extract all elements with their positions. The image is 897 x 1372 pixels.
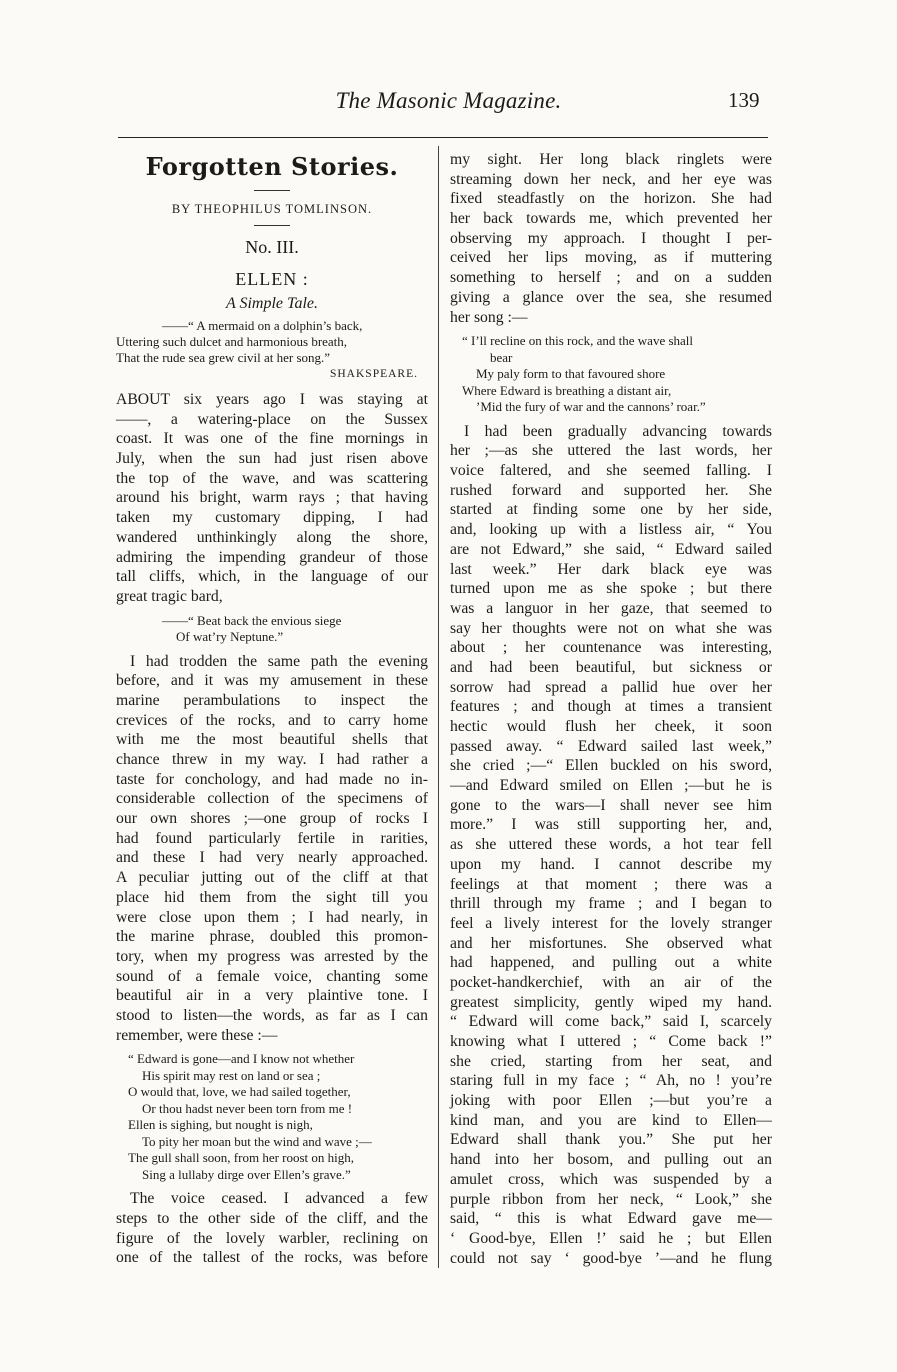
text-line: said, “ this is what Edward gave me—	[450, 1210, 772, 1228]
text-line: could not say ‘ good-bye ’—and he flung	[450, 1249, 772, 1267]
text-line: last week.” Her dark black eye was	[450, 560, 772, 578]
text-line: more.” I was still supporting her, and,	[450, 816, 772, 834]
text-line: feelings at that moment ; there was a	[450, 875, 772, 893]
text-line: upon my hand. I cannot describe my	[450, 855, 772, 873]
text-line: hectic would flush her cheek, it soon	[450, 718, 772, 735]
column-divider	[438, 146, 439, 1268]
text-line: ——, a watering-place on the Sussex	[116, 410, 428, 428]
epigraph-line: Uttering such dulcet and harmonious breath,	[116, 334, 348, 349]
song-recline	[450, 333, 772, 416]
paragraph-voice-ceased	[116, 1189, 428, 1268]
text-line: hand into her bosom, and pulling out an	[450, 1151, 772, 1169]
text-line: place hid them from the sight till you	[116, 888, 428, 906]
text-line: her back towards me, which prevented her	[450, 210, 772, 228]
text-line: my sight. Her long black ringlets were	[450, 151, 772, 168]
text-line: had found particularly fertile in rarities,	[116, 829, 428, 847]
verse-line: Sing a lullaby dirge over Ellen’s grave.”	[142, 1166, 351, 1182]
text-line: feel a lively interest for the lovely stranger	[450, 914, 772, 932]
text-line: pocket-handkerchief, with an air of the	[450, 973, 772, 991]
verse-line: Or thou hadst never been torn from me !	[142, 1100, 353, 1116]
text-line: knowing what I uttered ; “ Come back !”	[450, 1033, 772, 1050]
text-line: rushed forward and supported her. She	[450, 481, 772, 499]
text-line: streaming down her neck, and her eye was	[450, 170, 772, 188]
text-line: voice faltered, and she seemed falling. I	[450, 462, 772, 480]
text-line: amulet cross, which was suspended by a	[450, 1170, 772, 1188]
text-line: her ;—as she uttered the last words, her	[450, 442, 772, 460]
text-line: say her thoughts were not on what she was	[450, 619, 772, 637]
text-line: greatest simplicity, gently wiped my hand.	[450, 993, 772, 1011]
text-line: something to herself ; and on a sudden	[450, 269, 772, 287]
text-line: tall cliffs, which, in the language of our	[116, 568, 428, 586]
byline-rule	[254, 225, 290, 226]
text-line: —and Edward smiled on Ellen ;—but he is	[450, 777, 772, 795]
text-line: A peculiar jutting out of the cliff at that	[116, 869, 428, 887]
text-line: with me the most beautiful shells that	[116, 731, 428, 749]
text-line: turned upon me as she spoke ; but there	[450, 580, 772, 598]
text-line: crevices of the rocks, and to carry home	[116, 711, 428, 729]
text-line: kind man, and you are kind to Ellen—	[450, 1111, 772, 1129]
story-subtitle: A Simple Tale.	[225, 295, 318, 312]
quote-line: ——“ Beat back the envious siege	[162, 612, 342, 628]
text-line: beautiful air in a very plaintive tone. I	[116, 987, 428, 1005]
verse-line: To pity her moan but the wind and wave ;—	[142, 1133, 372, 1149]
verse-line: My paly form to that favoured shore	[476, 366, 666, 382]
right-column	[450, 150, 772, 1268]
text-line: staring full in my face ; “ Ah, no ! you’re	[450, 1072, 772, 1090]
text-line: had happened, and pulling out a white	[450, 954, 772, 972]
verse-line: O would that, love, we had sailed together,	[128, 1084, 351, 1100]
text-line: were close upon them ; I had nearly, in	[116, 908, 428, 926]
text-line: the top of the wave, and was scattering	[116, 469, 428, 487]
text-line: fixed steadfastly on the horizon. She had	[450, 190, 772, 208]
text-line: steps to the other side of the cliff, and the	[116, 1210, 428, 1227]
text-line: “ Edward will come back,” said I, scarcely	[450, 1013, 772, 1031]
epigraph-line: That the rude sea grew civil at her song.”	[116, 350, 331, 365]
verse-line: His spirit may rest on land or sea ;	[142, 1067, 321, 1083]
paragraph-about	[116, 390, 428, 607]
text-line: and had been beautiful, but sickness or	[450, 658, 772, 676]
text-line: I had been gradually advancing towards	[464, 422, 772, 440]
verse-line: bear	[490, 349, 513, 365]
text-line: The voice ceased. I advanced a few	[130, 1190, 428, 1208]
text-line: admiring the impending grandeur of those	[116, 548, 428, 566]
text-line: features ; and though at times a transient	[450, 698, 772, 716]
text-line: July, when the sun had just risen above	[116, 450, 428, 468]
paragraph-advancing	[450, 422, 772, 1269]
text-line: was a languor in her gaze, that seemed to	[450, 599, 772, 617]
verse-line: Where Edward is breathing a distant air,	[462, 382, 672, 398]
page-number: 139	[728, 88, 760, 112]
text-line: started at finding some one by her side,	[450, 501, 772, 519]
verse-line: ’Mid the fury of war and the cannons’ roar.”	[476, 399, 706, 415]
text-line: joking with poor Ellen ;—but you’re a	[450, 1092, 772, 1110]
text-line: thrill through my frame ; and I began to	[450, 895, 772, 913]
title-rule	[254, 190, 290, 191]
text-line: stood to listen—the words, as far as I can	[116, 1006, 428, 1024]
paragraph-trodden	[116, 652, 428, 1046]
text-line: the marine phrase, doubled this promon-	[116, 928, 428, 946]
text-line: her song :—	[450, 308, 528, 326]
text-line: purple ribbon from her neck, “ Look,” she	[450, 1190, 772, 1208]
text-line: ceived her lips moving, as if muttering	[450, 249, 772, 267]
text-line: ‘ Good-bye, Ellen !’ said he ; but Ellen	[450, 1229, 772, 1247]
text-line: figure of the lovely warbler, reclining on	[116, 1229, 428, 1247]
paragraph-sight	[450, 150, 772, 327]
text-line: wandered unthinkingly along the shore,	[116, 528, 428, 546]
verse-line: “ Edward is gone—and I know not whether	[128, 1051, 355, 1067]
epigraph-line: ——“ A mermaid on a dolphin’s back,	[162, 318, 363, 333]
text-line: gone to the wars—I shall never see him	[450, 796, 772, 814]
text-line: sorrow had spread a pallid hue over her	[450, 678, 772, 696]
text-line: are not Edward,” she said, “ Edward sailed	[450, 540, 772, 558]
text-line: sound of a female voice, chanting some	[116, 967, 428, 985]
text-line: she cried ;—“ Ellen buckled on his sword,	[450, 757, 772, 775]
epigraph	[116, 318, 428, 382]
text-line: taken my customary dipping, I had	[116, 509, 428, 527]
text-line: great tragic bard,	[116, 587, 223, 605]
text-line: considerable collection of the specimens of	[116, 790, 428, 808]
text-line: one of the tallest of the rocks, was before	[116, 1249, 428, 1267]
text-line: our own shores ;—one group of rocks I	[116, 810, 428, 828]
text-line: chance threw in my way. I had rather a	[116, 751, 428, 768]
song-edward	[116, 1051, 428, 1183]
text-line: coast. It was one of the fine mornings in	[116, 430, 428, 448]
text-line: passed away. “ Edward sailed last week,”	[450, 737, 772, 755]
verse-line: The gull shall soon, from her roost on high,	[128, 1150, 355, 1166]
text-line: tory, when my progress was arrested by the	[116, 947, 428, 965]
text-line: Edward shall thank you.” She put her	[450, 1131, 772, 1149]
text-line: she cried, starting from her seat, and	[450, 1052, 772, 1070]
text-line: around his bright, warm rays ; that having	[116, 489, 428, 507]
verse-line: Ellen is sighing, but nought is nigh,	[128, 1117, 313, 1133]
verse-line: “ I’ll recline on this rock, and the wave shall	[462, 333, 694, 349]
quote-line: Of wat’ry Neptune.”	[176, 629, 284, 645]
text-line: remember, were these :—	[116, 1026, 278, 1044]
byline: BY THEOPHILUS TOMLINSON.	[171, 202, 373, 216]
text-line: ABOUT six years ago I was staying at	[116, 391, 428, 408]
text-line: giving a glance over the sea, she resumed	[450, 288, 772, 306]
text-line: and her misfortunes. She observed what	[450, 934, 772, 952]
story-title: ELLEN :	[235, 269, 309, 289]
story-number: No. III.	[245, 237, 299, 257]
text-line: taste for conchology, and had made no in-	[116, 770, 428, 788]
running-title: The Masonic Magazine.	[335, 88, 562, 113]
text-line: I had trodden the same path the evening	[130, 652, 428, 670]
header-rule	[118, 137, 768, 138]
text-line: marine perambulations to inspect the	[116, 691, 428, 709]
text-line: and, looking up with a listless air, “ You	[450, 521, 772, 539]
article-title: Forgotten Stories.	[145, 152, 399, 181]
left-column	[116, 150, 428, 1268]
text-line: before, and it was my amusement in these	[116, 672, 428, 690]
text-line: and these I had very nearly approached.	[116, 849, 428, 867]
text-line: as she uttered these words, a hot tear fell	[450, 836, 772, 854]
text-line: about ; her countenance was interesting,	[450, 639, 772, 657]
quote-neptune	[162, 613, 428, 646]
text-line: observing my approach. I thought I per-	[450, 229, 772, 247]
epigraph-attribution: SHAKSPEARE.	[329, 368, 418, 380]
